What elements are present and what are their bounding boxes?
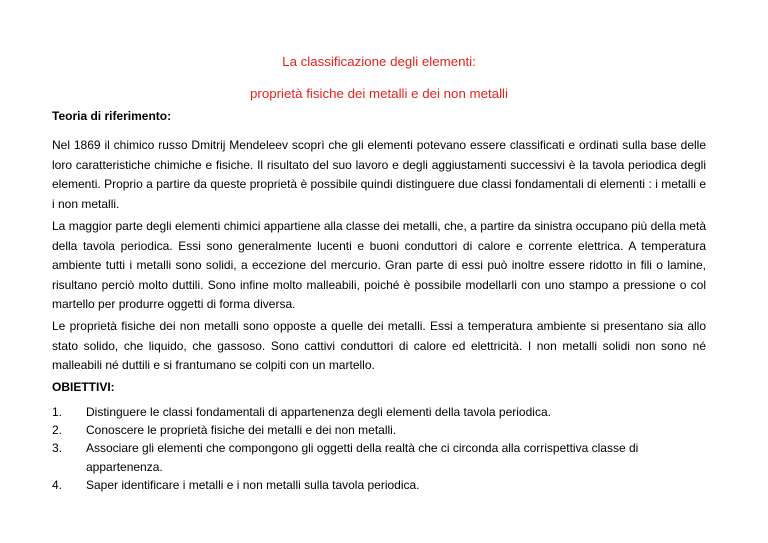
objective-number: 2. [52, 423, 63, 438]
paragraph-metals: La maggior parte degli elementi chimici appartiene alla classe dei metalli, che, a partire da sinistra occupano più della metà della tavola periodica. Essi sono generalmente lucenti e buoni conduttori di calore e corrente elettrica. A temperatura ambiente tutti i metalli sono solidi, a eccezione del mercurio. Gran parte di essi può inoltre essere ridotto in fili o lamine, risultano perciò molto duttili. Sono infine molto malleabili, poiché è possibile modellarli con uno stampo a pressione o col martello per produrre oggetti di forma diversa. [52, 219, 706, 312]
objective-item [52, 476, 706, 494]
objective-number: 1. [52, 405, 63, 419]
objective-text: Saper identificare i metalli e i non metalli sulla tavola periodica. [86, 477, 420, 492]
paragraph-mendeleev: Nel 1869 il chimico russo Dmitrij Mendeleev scoprì che gli elementi potevano essere classificati e ordinati sulla base delle loro caratteristiche chimiche e fisiche. Il risultato del suo lavoro e degli aggiustamenti successivi è la tavola periodica degli elementi. Proprio a partire da queste proprietà è possibile quindi distinguere due classi fondamentali di elementi : i metalli e i non metalli. [52, 138, 706, 211]
objective-item [52, 439, 706, 475]
objective-item [52, 421, 706, 439]
objective-text: Distinguere le classi fondamentali di appartenenza degli elementi della tavola periodica. [86, 405, 551, 419]
objective-item [52, 403, 706, 421]
objective-number: 3. [52, 441, 63, 456]
objective-number: 4. [52, 477, 63, 492]
objective-text: Conoscere le proprietà fisiche dei metalli e dei non metalli. [86, 423, 397, 438]
paragraph-non-metals: Le proprietà fisiche dei non metalli sono opposte a quelle dei metalli. Essi a temperatura ambiente si presentano sia allo stato solido, che liquido, che gassoso. Sono cattivi conduttori di calore ed elettricità. I non metalli solidi non sono né malleabili né duttili e si frantumano se colpiti con un martello. [52, 319, 706, 373]
theory-heading: Teoria di riferimento: [52, 109, 172, 123]
objectives-list [52, 403, 706, 494]
objectives-heading: OBIETTIVI: [52, 380, 115, 394]
document-title-line-2: proprietà fisiche dei metalli e dei non metalli [250, 86, 508, 101]
objective-text: Associare gli elementi che compongono gli oggetti della realtà che ci circonda alla corrispettiva classe di appartenenza. [86, 441, 639, 474]
document-title-line-1: La classificazione degli elementi: [282, 54, 476, 69]
